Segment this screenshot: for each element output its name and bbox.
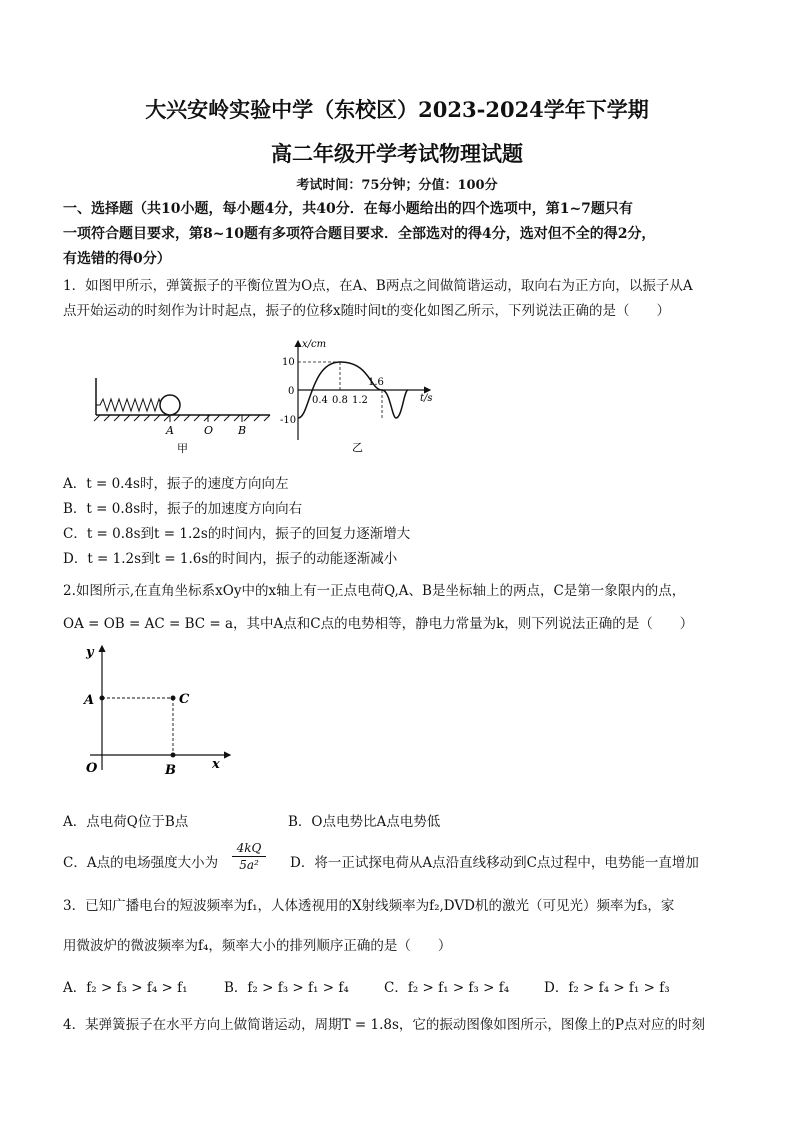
question-1-option-b: B．t = 0.8s时，振子的加速度方向向右 <box>63 501 303 517</box>
section-instructions-line1: 一、选择题（共10小题，每小题4分，共40分．在每小题给出的四个选项中，第1~7题只有 <box>63 201 633 217</box>
question-3-option-c: C．f₂ > f₁ > f₃ > f₄ <box>384 980 510 996</box>
question-1-option-c: C．t = 0.8s到t = 1.2s的时间内，振子的回复力逐渐增大 <box>63 526 411 542</box>
y-label: y <box>86 645 94 660</box>
y-tick-10: 10 <box>282 357 295 368</box>
question-4-line1: 4．某弹簧振子在水平方向上做简谐运动，周期T = 1.8s，它的振动图像如图所示，图像上的P点对应的时刻 <box>63 1017 705 1033</box>
figure-spring-oscillator <box>90 370 280 460</box>
fraction-denominator: 5a² <box>239 858 259 872</box>
y-tick-0: 0 <box>288 386 295 397</box>
y-tick-neg10: -10 <box>280 415 297 426</box>
figure-caption-jia: 甲 <box>177 442 188 455</box>
exam-title-line2: 高二年级开学考试物理试题 <box>271 141 523 166</box>
question-1-line2: 点开始运动的时刻作为计时起点，振子的位移x随时间t的变化如图乙所示，下列说法正确的是（ ） <box>63 303 671 319</box>
point-a-label: A <box>166 424 174 437</box>
origin-label: O <box>86 761 98 776</box>
b-label: B <box>165 763 176 778</box>
a-label: A <box>84 693 95 708</box>
question-2-line2: OA = OB = AC = BC = a，其中A点和C点的电势相等，静电力常量为k，则下列说法正确的是（ ） <box>63 616 694 632</box>
point-b <box>171 753 176 758</box>
point-b-label: B <box>238 424 247 437</box>
question-3-option-b: B．f₂ > f₃ > f₁ > f₄ <box>224 980 349 996</box>
fraction-numerator: 4kQ <box>232 840 266 857</box>
question-2-option-b: B．O点电势比A点电势低 <box>288 814 441 830</box>
x-tick-1.2: 1.2 <box>352 395 368 406</box>
exam-info: 考试时间：75分钟；分值：100分 <box>296 178 498 193</box>
spring-coil <box>96 399 167 411</box>
question-2-option-d: D．将一正试探电荷从A点沿直线移动到C点过程中，电势能一直增加 <box>290 855 699 871</box>
question-1-option-a: A．t = 0.4s时，振子的速度方向向左 <box>63 476 289 492</box>
question-1-line1: 1．如图甲所示，弹簧振子的平衡位置为O点，在A、B两点之间做简谐运动，取向右为正方向，以振子从A <box>63 278 693 294</box>
figure-coordinate-system <box>80 640 240 780</box>
question-3-option-a: A．f₂ > f₃ > f₄ > f₁ <box>63 980 188 996</box>
question-2-line1: 2.如图所示,在直角坐标系xOy中的x轴上有一正点电荷Q,A、B是坐标轴上的两点，C是第一象限内的点， <box>63 583 686 599</box>
exam-title-line1: 大兴安岭实验中学（东校区）2023-2024学年下学期 <box>145 97 649 122</box>
question-3-line1: 3．已知广播电台的短波频率为f₁，人体透视用的X射线频率为f₂,DVD机的激光（可见光）频率为f₃，家 <box>63 898 675 914</box>
x-axis-label: t/s <box>420 393 433 404</box>
fraction-4kq-over-5a2 <box>232 840 266 873</box>
x-tick-1.6: 1.6 <box>368 377 384 388</box>
question-3-option-d: D．f₂ > f₄ > f₁ > f₃ <box>544 980 670 996</box>
question-3-line2: 用微波炉的微波频率为f₄，频率大小的排列顺序正确的是（ ） <box>63 938 452 954</box>
x-label: x <box>212 757 220 772</box>
figure-caption-yi: 乙 <box>352 441 363 454</box>
section-instructions-line2: 一项符合题目要求，第8~10题有多项符合题目要求．全部选对的得4分，选对但不全的得2分， <box>63 226 656 242</box>
question-1-option-d: D．t = 1.2s到t = 1.6s的时间内，振子的动能逐渐减小 <box>63 551 398 567</box>
question-2-option-a: A．点电荷Q位于B点 <box>63 814 189 830</box>
section-instructions-line3: 有选错的得0分） <box>63 251 171 267</box>
option-c-prefix: C．A点的电场强度大小为 <box>63 855 219 871</box>
x-tick-0.4: 0.4 <box>312 395 328 406</box>
figure-xt-graph <box>280 335 440 455</box>
x-tick-0.8: 0.8 <box>332 395 348 406</box>
y-axis-label: x/cm <box>302 339 327 350</box>
c-label: C <box>179 692 190 707</box>
point-a <box>100 696 105 701</box>
oscillator-ball <box>160 395 180 415</box>
question-2-option-c <box>63 851 218 871</box>
point-c <box>171 696 176 701</box>
point-o-label: O <box>204 424 214 437</box>
